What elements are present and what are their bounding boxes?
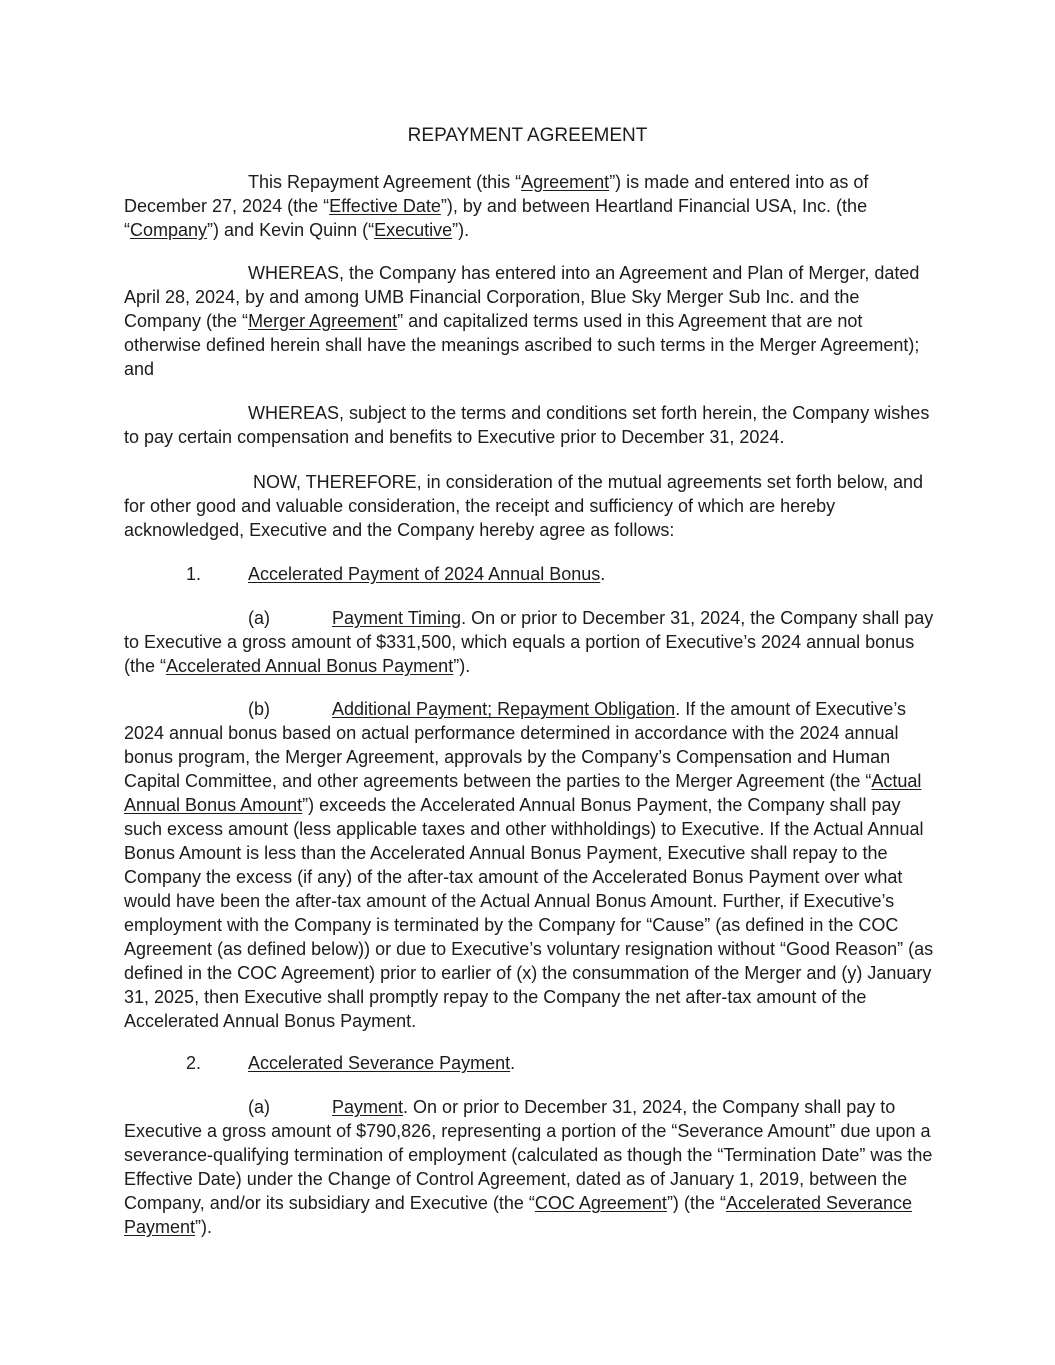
section-1b-label: (b) [248, 699, 270, 719]
defined-term-merger-agreement: Merger Agreement [248, 311, 398, 331]
section-1-number: 1. [186, 564, 202, 584]
whereas-paragraph-1: WHEREAS, the Company has entered into an Agreement and Plan of Merger, dated April 28, 2024, by and among UMB Financial Corporation, Blue Sky Merger Sub Inc. and the Company (the “Merger Agreement” and capitalized terms used in this Agreement that are not otherwise defined herein shall have the meanings ascribed to such terms in the Merger Agreement); and [124, 263, 920, 379]
defined-term-coc-agreement: COC Agreement [534, 1193, 667, 1213]
section-2-number: 2. [186, 1053, 202, 1073]
section-1-heading: Accelerated Payment of 2024 Annual Bonus. [248, 564, 606, 584]
document-title: REPAYMENT AGREEMENT [407, 125, 648, 146]
section-1a-heading: Payment Timing [332, 608, 462, 628]
section-2a-heading: Payment [332, 1097, 404, 1117]
intro-paragraph: This Repayment Agreement (this “Agreement”) is made and entered into as of December 27, 2024 (the “Effective Date”), by and between Heartland Financial USA, Inc. (the “Company”) and Kevin Quinn (“Executive”). [124, 172, 869, 240]
defined-term-actual-annual-bonus-amount: Actual Annual Bonus Amount [124, 771, 922, 815]
defined-term-executive: Executive [374, 220, 453, 240]
section-1b-paragraph: (b) Additional Payment; Repayment Obligation. If the amount of Executive’s 2024 annual bonus based on actual performance determined in accordance with the 2024 annual bonus program, the Merger Agreement, approvals by the Company’s Compensation and Human Capital Committee, and other agreements between the parties to the Merger Agreement (the “Actual Annual Bonus Amount”) exceeds the Accelerated Annual Bonus Payment, the Company shall pay such excess amount (less applicable taxes and other withholdings) to Executive. If the Actual Annual Bonus Amount is less than the Accelerated Annual Bonus Payment, Executive shall repay to the Company the excess (if any) of the after-tax amount of the Accelerated Bonus Payment over what would have been the after-tax amount of the Actual Annual Bonus Amount. Further, if Executive’s employment with the Company is terminated by the Company for “Cause” (as defined in the COC Agreement (as defined below)) or due to Executive’s voluntary resignation without “Good Reason” (as defined in the COC Agreement) prior to earlier of (x) the consummation of the Merger and (y) January 31, 2025, then Executive shall promptly repay to the Company the net after-tax amount of the Accelerated Annual Bonus Payment. [124, 699, 934, 1031]
defined-term-accelerated-annual-bonus-payment: Accelerated Annual Bonus Payment [166, 656, 454, 676]
section-1a-label: (a) [248, 608, 270, 628]
section-1b-heading: Additional Payment; Repayment Obligation [332, 699, 676, 719]
defined-term-company: Company [130, 220, 208, 240]
section-2a-label: (a) [248, 1097, 270, 1117]
defined-term-agreement: Agreement [521, 172, 610, 192]
section-1a-paragraph: (a) Payment Timing. On or prior to December 31, 2024, the Company shall pay to Executive a gross amount of $331,500, which equals a portion of Executive’s 2024 annual bonus (the “Accelerated Annual Bonus Payment”). [124, 608, 934, 676]
now-therefore-paragraph: NOW, THEREFORE, in consideration of the mutual agreements set forth below, and for other good and valuable consideration, the receipt and sufficiency of which are hereby acknowledged, Executive and the Company hereby agree as follows: [124, 472, 923, 540]
defined-term-accelerated-severance-payment: Accelerated Severance Payment [124, 1193, 913, 1237]
section-2-heading: Accelerated Severance Payment. [248, 1053, 516, 1073]
section-2a-paragraph: (a) Payment. On or prior to December 31, 2024, the Company shall pay to Executive a gross amount of $790,826, representing a portion of the “Severance Amount” due upon a severance-qualifying termination of employment (calculated as though the “Termination Date” was the Effective Date) under the Change of Control Agreement, dated as of January 1, 2019, between the Company, and/or its subsidiary and Executive (the “COC Agreement”) (the “Accelerated Severance Payment”). [124, 1097, 933, 1237]
whereas-paragraph-2: WHEREAS, subject to the terms and conditions set forth herein, the Company wishes to pay certain compensation and benefits to Executive prior to December 31, 2024. [124, 403, 930, 447]
defined-term-effective-date: Effective Date [329, 196, 441, 216]
